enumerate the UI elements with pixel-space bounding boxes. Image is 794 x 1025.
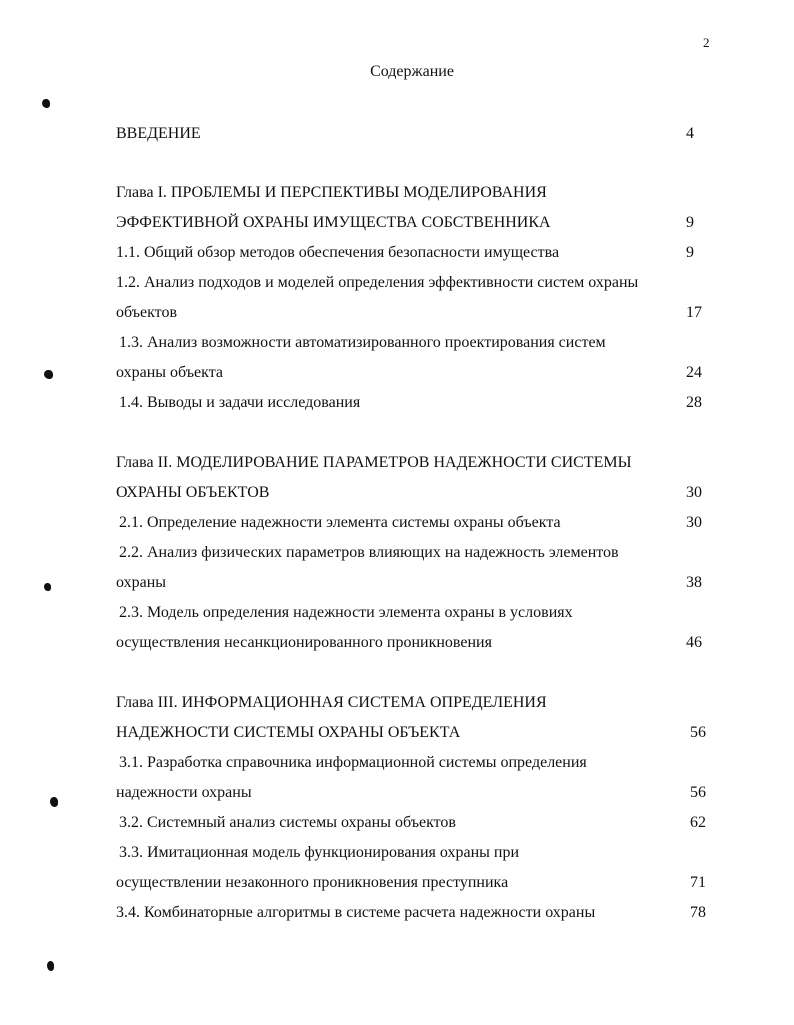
- section-2-1-page: 30: [686, 514, 702, 531]
- section-3-3-line2: осуществлении незаконного проникновения преступника: [116, 874, 509, 891]
- section-1-3-page: 24: [686, 364, 702, 381]
- scan-blot: [42, 99, 50, 108]
- scan-blot: [44, 370, 53, 379]
- chapter1-title-line2: ЭФФЕКТИВНОЙ ОХРАНЫ ИМУЩЕСТВА СОБСТВЕННИКА: [116, 214, 551, 231]
- page-number: 2: [703, 35, 710, 50]
- section-1-2-line2: объектов: [116, 304, 178, 321]
- section-1-4-page: 28: [686, 394, 702, 411]
- section-2-2-line2: охраны: [116, 574, 167, 591]
- section-1-2-line1: 1.2. Анализ подходов и моделей определения эффективности систем охраны: [116, 274, 639, 291]
- section-1-1: 1.1. Общий обзор методов обеспечения безопасности имущества: [116, 244, 560, 261]
- section-3-3-page: 71: [690, 874, 706, 891]
- section-3-4-page: 78: [690, 904, 706, 921]
- chapter2-title-line1: Глава II. МОДЕЛИРОВАНИЕ ПАРАМЕТРОВ НАДЕЖНОСТИ СИСТЕМЫ: [116, 454, 632, 471]
- section-3-1-line2: надежности охраны: [116, 784, 252, 801]
- chapter2-page: 30: [686, 484, 702, 501]
- section-2-2-page: 38: [686, 574, 702, 591]
- section-2-1: 2.1. Определение надежности элемента системы охраны объекта: [119, 514, 561, 531]
- page-title: Содержание: [370, 63, 454, 80]
- chapter3-page: 56: [690, 724, 706, 741]
- section-2-2-line1: 2.2. Анализ физических параметров влияющих на надежность элементов: [119, 544, 619, 561]
- section-1-2-page: 17: [686, 304, 702, 321]
- scan-blot: [44, 583, 51, 591]
- toc-intro: ВВЕДЕНИЕ: [116, 125, 201, 142]
- section-1-4: 1.4. Выводы и задачи исследования: [119, 394, 361, 411]
- section-3-4: 3.4. Комбинаторные алгоритмы в системе расчета надежности охраны: [116, 904, 596, 921]
- section-1-3-line1: 1.3. Анализ возможности автоматизированного проектирования систем: [119, 334, 606, 351]
- chapter1-title-line1: Глава I. ПРОБЛЕМЫ И ПЕРСПЕКТИВЫ МОДЕЛИРОВАНИЯ: [116, 184, 547, 201]
- section-2-3-line2: осуществления несанкционированного проникновения: [116, 634, 492, 651]
- scan-blot: [47, 961, 54, 971]
- section-1-3-line2: охраны объекта: [116, 364, 223, 381]
- chapter3-title-line2: НАДЕЖНОСТИ СИСТЕМЫ ОХРАНЫ ОБЪЕКТА: [116, 724, 461, 741]
- section-2-3-page: 46: [686, 634, 702, 651]
- chapter3-title-line1: Глава III. ИНФОРМАЦИОННАЯ СИСТЕМА ОПРЕДЕЛЕНИЯ: [116, 694, 547, 711]
- section-2-3-line1: 2.3. Модель определения надежности элемента охраны в условиях: [119, 604, 573, 621]
- section-3-2: 3.2. Системный анализ системы охраны объектов: [119, 814, 456, 831]
- section-1-1-page: 9: [686, 244, 694, 261]
- section-3-1-line1: 3.1. Разработка справочника информационной системы определения: [119, 754, 587, 771]
- section-3-3-line1: 3.3. Имитационная модель функционирования охраны при: [119, 844, 520, 861]
- chapter1-page: 9: [686, 214, 694, 231]
- section-3-2-page: 62: [690, 814, 706, 831]
- toc-intro-page: 4: [686, 125, 694, 142]
- section-3-1-page: 56: [690, 784, 706, 801]
- scan-blot: [50, 797, 58, 807]
- chapter2-title-line2: ОХРАНЫ ОБЪЕКТОВ: [116, 484, 270, 501]
